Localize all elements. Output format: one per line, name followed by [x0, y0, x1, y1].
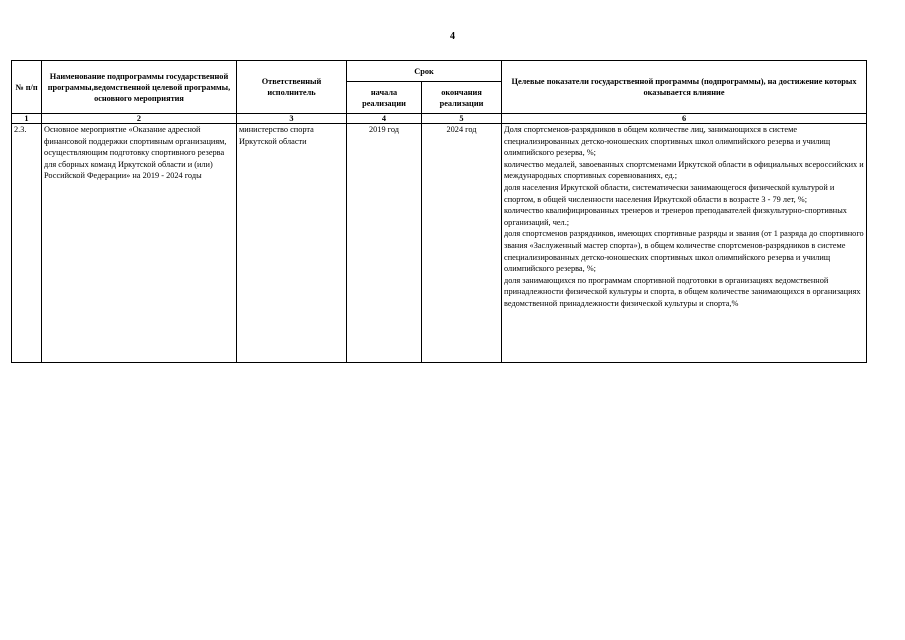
- table-row: [12, 124, 867, 363]
- column-number: 6: [502, 114, 867, 124]
- column-number: 2: [42, 114, 237, 124]
- row-num: 2.3.: [12, 124, 42, 363]
- header-term-start: начала реализации: [347, 82, 422, 114]
- column-number: 4: [347, 114, 422, 124]
- indicator-item: Доля спортсменов-разрядников в общем количестве лиц, занимающихся в системе специализированных детско-юношеских спортивных школ олимпийского резерва и училищ олимпийского резерва, %;: [504, 125, 831, 158]
- column-number: 1: [12, 114, 42, 124]
- header-indicators: Целевые показатели государственной программы (подпрограммы), на достижение которых оказывается влияние: [502, 61, 867, 114]
- header-responsible: Ответственный исполнитель: [237, 61, 347, 114]
- column-numbers-row: [12, 114, 867, 124]
- page-number: 4: [450, 31, 455, 42]
- column-number: 5: [422, 114, 502, 124]
- header-num: № п/п: [12, 61, 42, 114]
- row-end: 2024 год: [422, 124, 502, 363]
- row-indicators: [502, 124, 867, 363]
- indicator-item: доля населения Иркутской области, систематически занимающегося физической культурой и спортом, в общей численности населения Иркутской области в возрасте 3 - 79 лет, %;: [504, 182, 835, 204]
- row-responsible: министерство спорта Иркутской области: [237, 124, 347, 363]
- row-name: Основное мероприятие «Оказание адресной финансовой поддержки спортивным организациям, осуществляющим подготовку спортивного резерва для сборных команд Иркутской области и (или) Российской Федерации» на 2019 - 2024 годы: [42, 124, 237, 363]
- header-term: Срок: [347, 61, 502, 82]
- indicator-item: доля спортсменов разрядников, имеющих спортивные разряды и звания (от 1 разряда до спортивного звания «Заслуженный мастер спорта»), в общем количестве спортсменов-разрядников в системе специализированных детско-юношеских спортивных школ олимпийского резерва и училищ олимпийского резерва, %;: [504, 229, 864, 274]
- column-number: 3: [237, 114, 347, 124]
- header-name: Наименование подпрограммы государственной программы,ведомственной целевой программы, основного мероприятия: [42, 61, 237, 114]
- indicator-item: количество медалей, завоеванных спортсменами Иркутской области в официальных всероссийских и международных спортивных соревнованиях, ед.;: [504, 159, 864, 181]
- program-table: [11, 60, 867, 363]
- indicator-item: количество квалифицированных тренеров и тренеров преподавателей физкультурно-спортивных организаций, чел.;: [504, 206, 847, 227]
- row-start: 2019 год: [347, 124, 422, 363]
- indicator-item: доля занимающихся по программам спортивной подготовки в организациях ведомственной принадлежности физической культуры и спорта, в общем количестве занимающихся в организациях ведомственной принадлежности физической культуры и спорта,%: [504, 275, 861, 308]
- header-term-end: окончания реализации: [422, 82, 502, 114]
